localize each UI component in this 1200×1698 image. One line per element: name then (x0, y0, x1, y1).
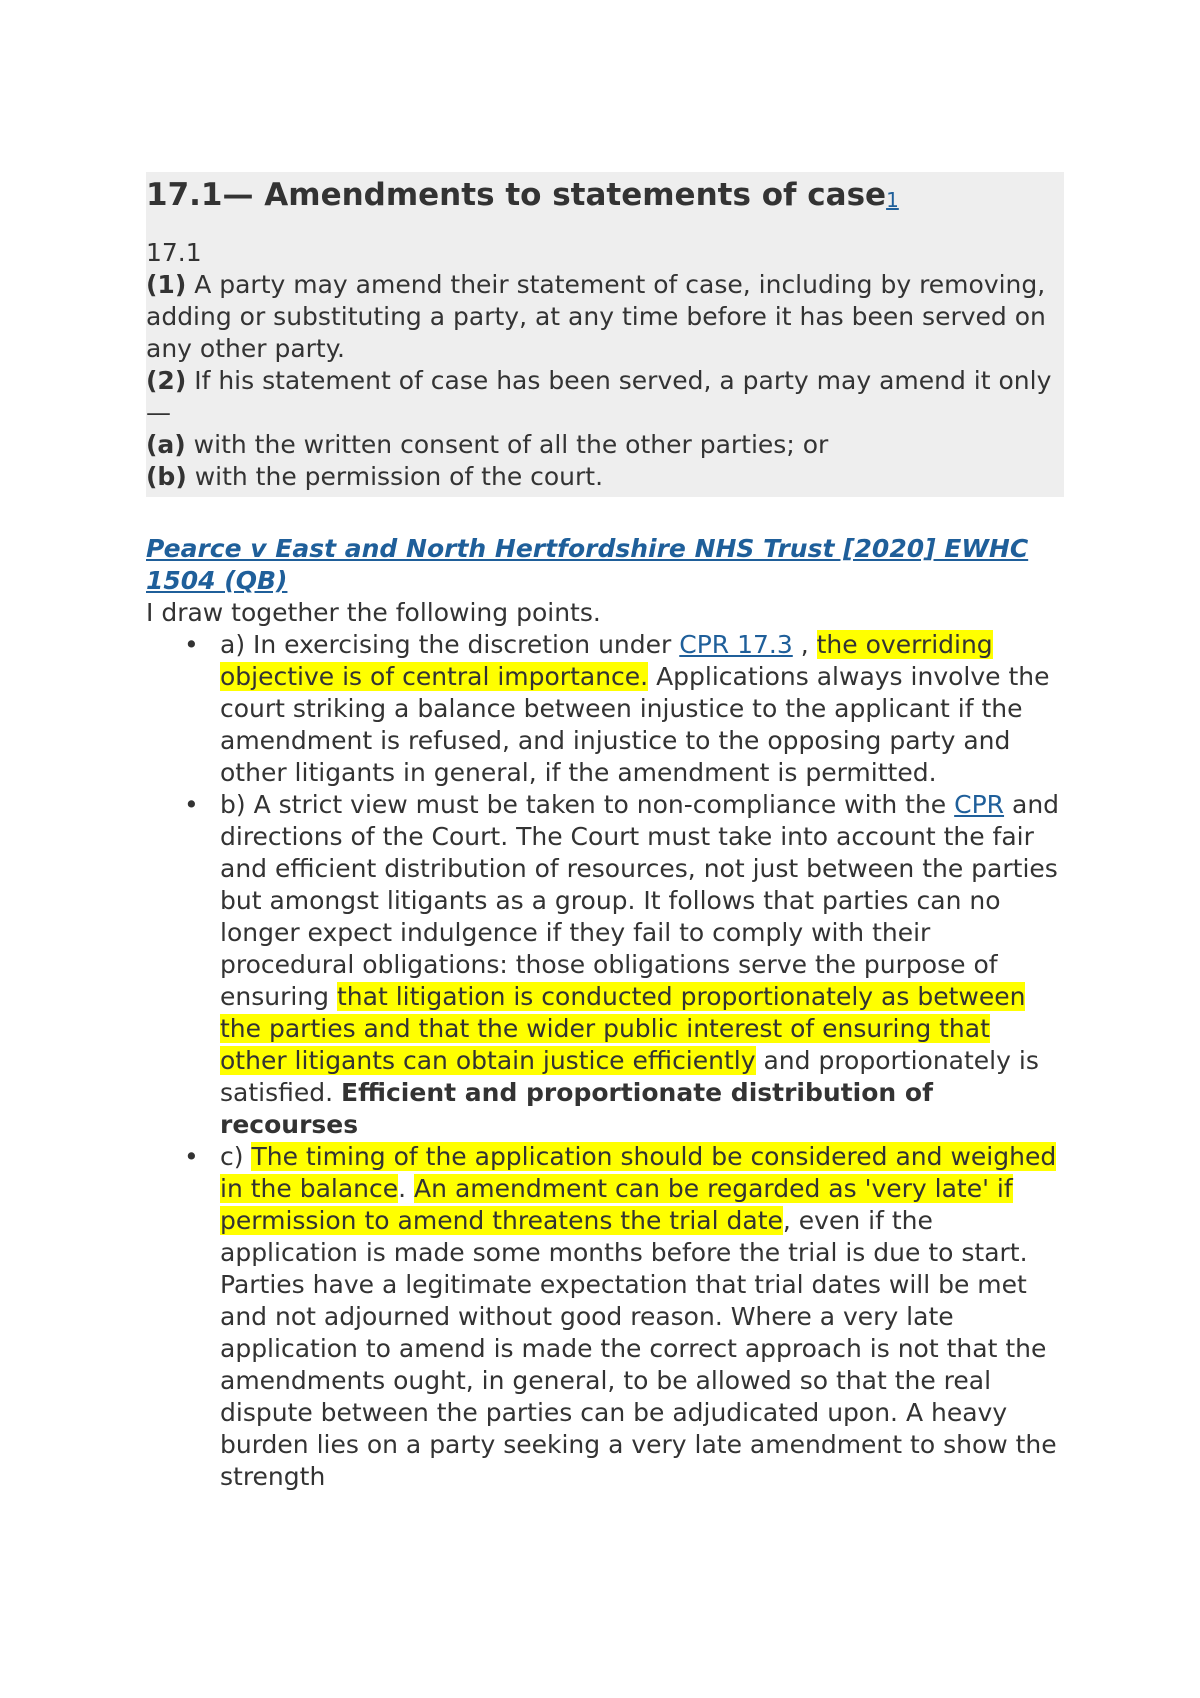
points-list (146, 629, 1064, 1493)
rule-number: 17.1 (146, 238, 202, 267)
rule-box (146, 172, 1064, 497)
rule-label-a: (a) (146, 430, 186, 459)
point-b-bold: Efficient and proportionate distribution of recourses (220, 1078, 933, 1139)
cpr-link[interactable]: CPR (954, 790, 1005, 819)
list-item-b (146, 789, 1064, 1141)
rule-text-1: A party may amend their statement of case, including by removing, adding or substituting a party, at any time before it has been served on any other party. (146, 270, 1046, 363)
page-title (146, 172, 1064, 221)
point-b-lead: b) A strict view must be taken to non-compliance with the (220, 790, 955, 819)
rule-label-2: (2) (146, 366, 187, 395)
rule-paragraph-a (146, 429, 1064, 461)
footnote-link[interactable]: 1 (886, 188, 899, 212)
bullet-icon: • (184, 790, 199, 819)
title-text: 17.1— Amendments to statements of case (146, 177, 887, 213)
cpr-17-3-link[interactable]: CPR 17.3 (679, 630, 793, 659)
rule-paragraph-2 (146, 365, 1064, 429)
rule-paragraph-1 (146, 269, 1064, 365)
point-a-lead: a) In exercising the discretion under (220, 630, 680, 659)
rule-label-b: (b) (146, 462, 187, 491)
point-a-rest: Applications always involve the court striking a balance between injustice to the applicant if the amendment is refused, and injustice to the opposing party and other litigants in general, if the amendment is permitted. (220, 662, 1050, 787)
list-item-a (146, 629, 1064, 789)
case-citation-link[interactable]: Pearce v East and North Hertfordshire NHS Trust [2020] EWHC 1504 (QB) (146, 534, 1029, 595)
point-b-rest: and proportionately is satisfied. (220, 1046, 1039, 1107)
point-a-highlight: the overriding objective is of central importance. (220, 630, 993, 691)
point-c-mid: . (398, 1174, 415, 1203)
list-item-c (146, 1141, 1064, 1493)
rule-text-a: with the written consent of all the other parties; or (185, 430, 829, 459)
case-intro: I draw together the following points. (146, 598, 601, 627)
point-b-mid: and directions of the Court. The Court must take into account the fair and efficient distribution of resources, not just between the parties but amongst litigants as a group. It follows that parties can no longer expect indulgence if they fail to comply with their procedural obligations: those obligations serve the purpose of ensuring (220, 790, 1060, 1011)
bullet-icon: • (184, 1142, 199, 1171)
bullet-icon: • (184, 630, 199, 659)
point-c-lead: c) (220, 1142, 252, 1171)
point-b-highlight: that litigation is conducted proportionately as between the parties and that the wider public interest of ensuring that other litigants can obtain justice efficiently (220, 982, 1026, 1075)
point-c-highlight-1: The timing of the application should be considered and weighed in the balance (220, 1142, 1057, 1203)
spacer (146, 221, 1064, 237)
document-page (146, 172, 1064, 1493)
point-c-highlight-2: An amendment can be regarded as 'very late' if permission to amend threatens the trial date (220, 1174, 1013, 1235)
point-c-rest: , even if the application is made some months before the trial is due to start. Parties have a legitimate expectation that trial dates will be met and not adjourned without good reason. Where a very late application to amend is made the correct approach is not that the amendments ought, in general, to be allowed so that the real dispute between the parties can be adjudicated upon. A heavy burden lies on a party seeking a very late amendment to show the strength (220, 1206, 1057, 1491)
point-a-mid: , (792, 630, 817, 659)
rule-text-b: with the permission of the court. (186, 462, 604, 491)
rule-paragraph-b (146, 461, 1064, 493)
rule-text-2: If his statement of case has been served, a party may amend it only— (146, 366, 1052, 427)
rule-label-1: (1) (146, 270, 187, 299)
